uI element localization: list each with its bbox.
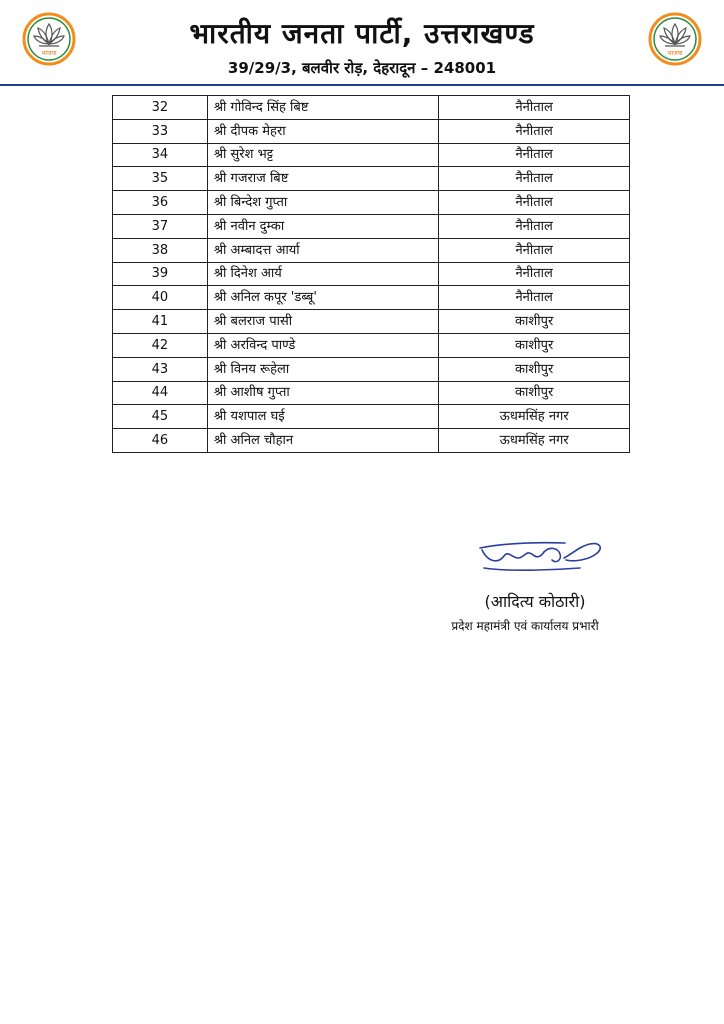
row-number: 46 <box>113 429 208 453</box>
member-name: श्री सुरेश भट्ट <box>207 143 439 167</box>
table-row <box>113 238 630 262</box>
table-row <box>113 286 630 310</box>
table-row <box>113 429 630 453</box>
signatory-name: (आदित्य कोठारी) <box>484 592 586 611</box>
member-district: काशीपुर <box>439 333 630 357</box>
member-district: नैनीताल <box>439 214 630 238</box>
row-number: 38 <box>113 238 208 262</box>
row-number: 37 <box>113 214 208 238</box>
row-number: 42 <box>113 333 208 357</box>
member-district: नैनीताल <box>439 191 630 215</box>
table-row <box>113 262 630 286</box>
member-name: श्री गोविन्द सिंह बिष्ट <box>207 96 439 120</box>
member-name: श्री यशपाल घई <box>207 405 439 429</box>
signatory-designation: प्रदेश महामंत्री एवं कार्यालय प्रभारी <box>451 619 599 633</box>
letterhead-title: भारतीय जनता पार्टी, उत्तराखण्ड <box>189 17 535 50</box>
member-name: श्री दिनेश आर्य <box>207 262 439 286</box>
members-table <box>112 95 630 453</box>
table-row <box>113 214 630 238</box>
table-row <box>113 357 630 381</box>
row-number: 34 <box>113 143 208 167</box>
member-district: नैनीताल <box>439 286 630 310</box>
letterhead-address: 39/29/3, बलवीर रोड़, देहरादून – 248001 <box>227 59 497 77</box>
table-row <box>113 167 630 191</box>
table-row <box>113 119 630 143</box>
table-row <box>113 310 630 334</box>
table-row <box>113 405 630 429</box>
table-row <box>113 191 630 215</box>
member-district: नैनीताल <box>439 262 630 286</box>
member-district: नैनीताल <box>439 96 630 120</box>
row-number: 41 <box>113 310 208 334</box>
logo-text: भाजपा <box>667 50 683 57</box>
table-row <box>113 333 630 357</box>
member-district: काशीपुर <box>439 310 630 334</box>
row-number: 39 <box>113 262 208 286</box>
member-name: श्री अरविन्द पाण्डे <box>207 333 439 357</box>
row-number: 45 <box>113 405 208 429</box>
member-district: ऊधमसिंह नगर <box>439 405 630 429</box>
row-number: 33 <box>113 119 208 143</box>
member-name: श्री अम्बादत्त आर्या <box>207 238 439 262</box>
member-district: ऊधमसिंह नगर <box>439 429 630 453</box>
member-name: श्री आशीष गुप्ता <box>207 381 439 405</box>
table-row <box>113 143 630 167</box>
member-district: नैनीताल <box>439 238 630 262</box>
member-district: नैनीताल <box>439 167 630 191</box>
table-row <box>113 96 630 120</box>
row-number: 35 <box>113 167 208 191</box>
member-name: श्री गजराज बिष्ट <box>207 167 439 191</box>
handwritten-signature <box>470 528 615 583</box>
row-number: 32 <box>113 96 208 120</box>
table-row <box>113 381 630 405</box>
member-name: श्री दीपक मेहरा <box>207 119 439 143</box>
member-district: काशीपुर <box>439 357 630 381</box>
row-number: 44 <box>113 381 208 405</box>
row-number: 40 <box>113 286 208 310</box>
logo-text: भाजपा <box>41 50 57 57</box>
row-number: 36 <box>113 191 208 215</box>
header-divider <box>0 84 724 86</box>
member-district: नैनीताल <box>439 119 630 143</box>
member-name: श्री बलराज पासी <box>207 310 439 334</box>
member-name: श्री नवीन दुम्का <box>207 214 439 238</box>
member-name: श्री अनिल चौहान <box>207 429 439 453</box>
member-district: काशीपुर <box>439 381 630 405</box>
member-name: श्री बिन्देश गुप्ता <box>207 191 439 215</box>
member-name: श्री विनय रूहेला <box>207 357 439 381</box>
row-number: 43 <box>113 357 208 381</box>
member-district: नैनीताल <box>439 143 630 167</box>
member-name: श्री अनिल कपूर 'डब्बू' <box>207 286 439 310</box>
